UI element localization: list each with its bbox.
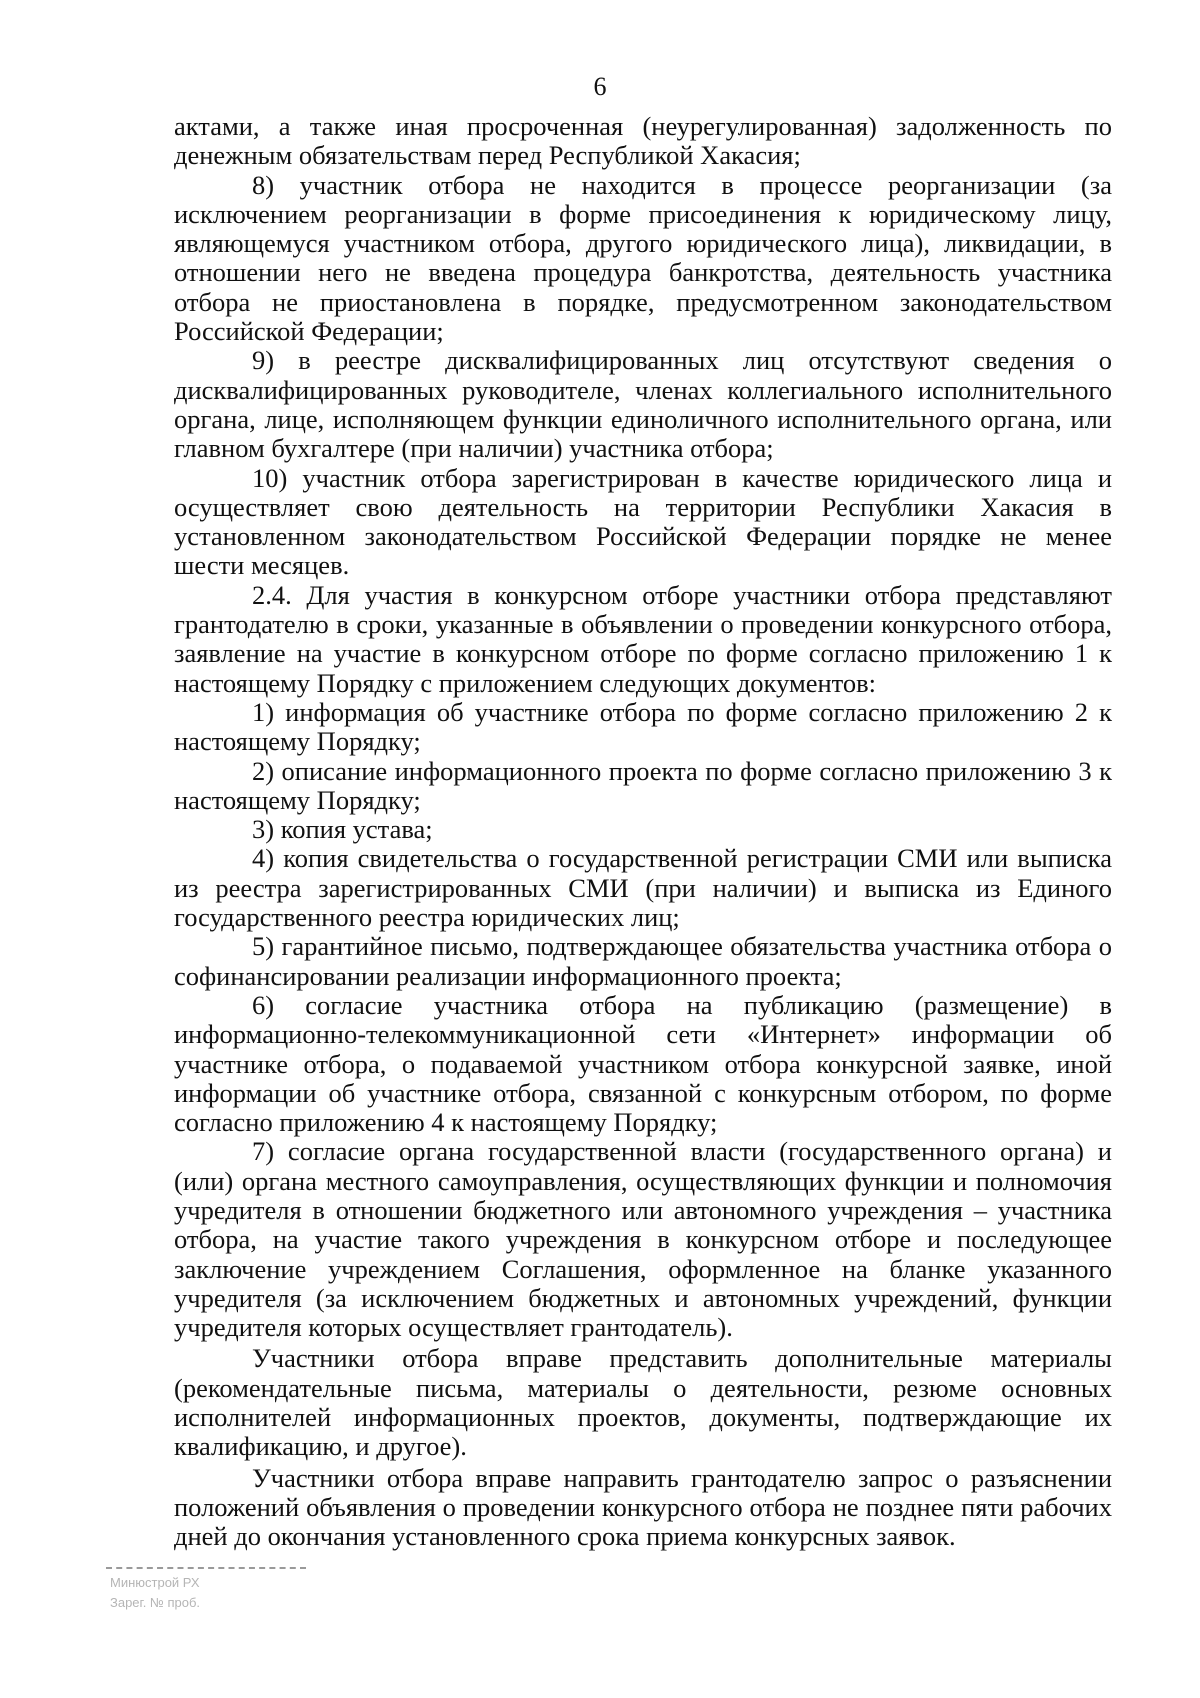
paragraph-item-10: 10) участник отбора зарегистрирован в качестве юридического лица и осуществляет свою деятельность на территории Республики Хакасия в установленном законодательством Российской Федерации порядке не менее шести месяцев.: [174, 462, 1112, 581]
paragraph-additional-materials: Участники отбора вправе представить дополнительные материалы (рекомендательные письма, материалы о деятельности, резюме основных исполнителей информационных проектов, документы, подтверждающие их квалификацию, и другое).: [174, 1343, 1112, 1462]
paragraph-doc-3: 3) копия устава;: [252, 814, 433, 845]
paragraph-item-9: 9) в реестре дисквалифицированных лиц отсутствуют сведения о дисквалифицированных руководителе, членах коллегиального исполнительного органа, лице, исполняющем функции единоличного исполнительного органа, или главном бухгалтере (при наличии) участника отбора;: [174, 345, 1112, 464]
paragraph-clarification-request: Участники отбора вправе направить грантодателю запрос о разъяснении положений объявления о проведении конкурсного отбора не позднее пяти рабочих дней до окончания установленного срока приема конкурсных заявок.: [174, 1462, 1112, 1552]
paragraph-doc-1: 1) информация об участнике отбора по форме согласно приложению 2 к настоящему Порядку;: [174, 696, 1112, 757]
document-body: [174, 112, 1112, 1552]
paragraph-doc-6: 6) согласие участника отбора на публикацию (размещение) в информационно-телекоммуникационной сети «Интернет» информации об участнике отбора, о подаваемой участником отбора конкурсной заявке, иной информации об участнике отбора, связанной с конкурсным отбором, по форме согласно приложению 4 к настоящему Порядку;: [174, 989, 1112, 1138]
paragraph-section-2-4: 2.4. Для участия в конкурсном отборе участники отбора представляют грантодателю в сроки, указанные в объявлении о проведении конкурсного отбора, заявление на участие в конкурсном отборе по форме согласно приложению 1 к настоящему Порядку с приложением следующих документов:: [174, 579, 1112, 698]
paragraph-doc-7: 7) согласие органа государственной власти (государственного органа) и (или) органа местного самоуправления, осуществляющих функции и полномочия учредителя в отношении бюджетного или автономного учреждения – участника отбора, на участие такого учреждения в конкурсном отборе и последующее заключение учреждением Соглашения, оформленное на бланке указанного учредителя (за исключением бюджетных и автономных учреждений, функции учредителя которых осуществляет грантодатель).: [174, 1136, 1112, 1343]
paragraph-continuation: актами, а также иная просроченная (неурегулированная) задолженность по денежным обязательствам перед Республикой Хакасия;: [174, 111, 1112, 171]
stamp-line-2: Зарег. № проб.: [110, 1595, 201, 1610]
stamp-line-1: Минюстрой РХ: [110, 1575, 200, 1590]
registration-stamp: [106, 1567, 306, 1623]
paragraph-doc-5: 5) гарантийное письмо, подтверждающее обязательства участника отбора о софинансировании реализации информационного проекта;: [174, 931, 1112, 991]
paragraph-doc-4: 4) копия свидетельства о государственной регистрации СМИ или выписка из реестра зарегистрированных СМИ (при наличии) и выписка из Единого государственного реестра юридических лиц;: [174, 843, 1112, 933]
page-number: 6: [593, 72, 607, 101]
paragraph-item-8: 8) участник отбора не находится в процессе реорганизации (за исключением реорганизации в форме присоединения к юридическому лицу, являющемуся участником отбора, другого юридического лица), ликвидации, в отношении него не введена процедура банкротства, деятельность участника отбора не приостановлена в порядке, предусмотренном законодательством Российской Федерации;: [174, 169, 1112, 347]
paragraph-doc-2: 2) описание информационного проекта по форме согласно приложению 3 к настоящему Порядку;: [174, 755, 1112, 815]
stamp-divider: [106, 1567, 306, 1569]
